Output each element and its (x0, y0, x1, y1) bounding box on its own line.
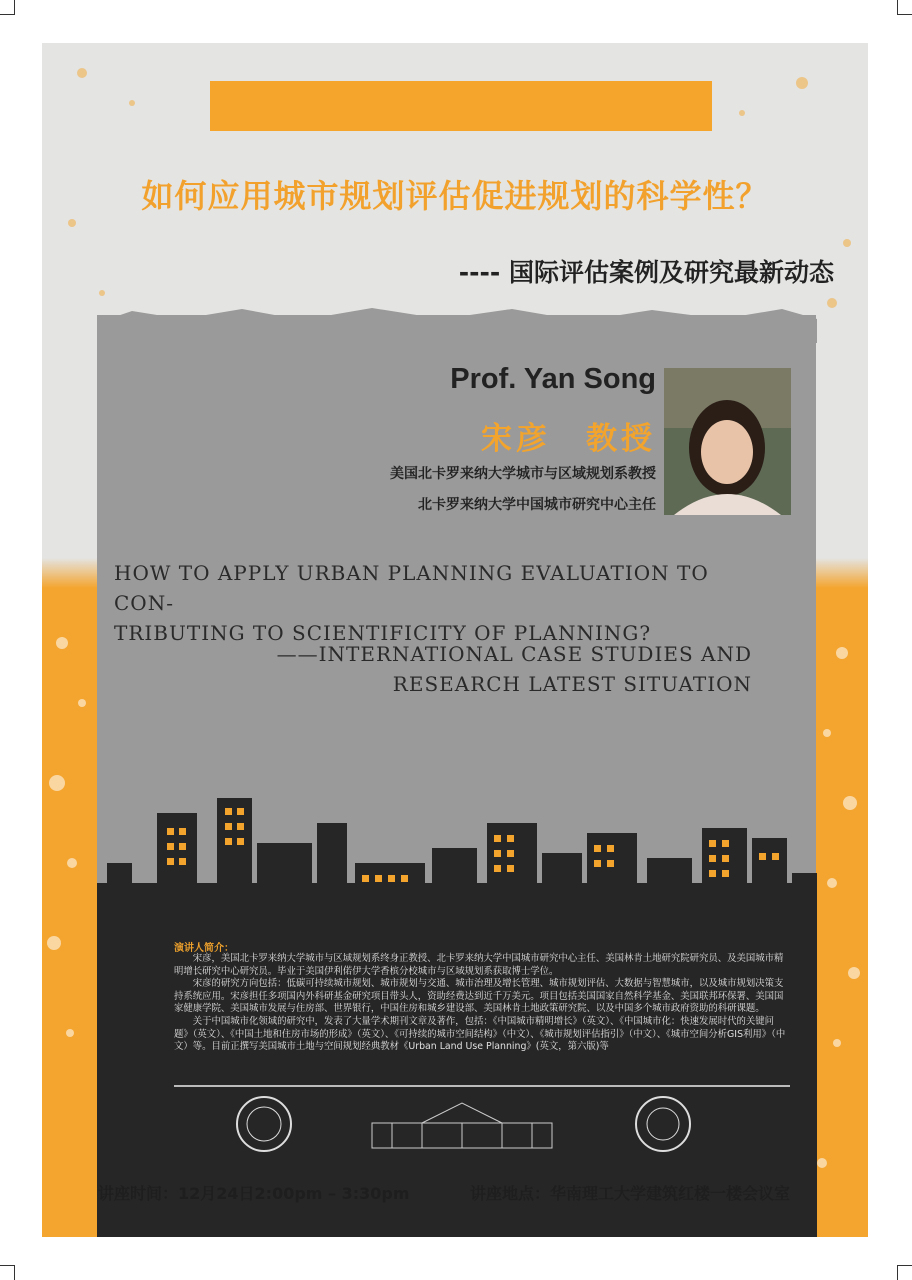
crop-mark-top-left (0, 0, 15, 15)
university-seal-logo-left (232, 1093, 352, 1155)
bio-text (174, 953, 788, 1054)
speaker-affiliation-1: 美国北卡罗来纳大学城市与区域规划系教授 (390, 466, 656, 482)
bio-paragraph-2: 宋彦的研究方向包括：低碳可持续城市规划、城市规划与交通、城市治理及增长管理、城市规划评估、大数据与智慧城市，以及城市规划决策支持系统应用。宋彦担任多项国内外科研基金研究项目带头人，资助经费达到近千万美元。项目包括美国国家自然科学基金、美国联邦环保署、美国国家健康学院、美国城市发展与住房部、世界银行，中国住房和城乡建设部、美国林肯土地政策研究院、以及中国多个城市政府资助的科研课题。 (174, 978, 784, 1015)
poster (42, 43, 868, 1237)
crop-mark-bottom-left (0, 1265, 15, 1280)
topic-line-3: ——INTERNATIONAL CASE STUDIES AND (276, 642, 752, 666)
speaker-affiliation-2: 北卡罗来纳大学中国城市研究中心主任 (418, 497, 656, 513)
bio-paragraph-1: 宋彦，美国北卡罗来纳大学城市与区域规划系终身正教授、北卡罗来纳大学中国城市研究中心主任、美国林肯土地研究院研究员、及美国城市精明增长研究中心研究员。毕业于美国伊利偌伊大学香槟分校城市与区域规划系获取博士学位。 (174, 953, 784, 977)
bio-heading: 演讲人简介： (174, 943, 234, 954)
crop-mark-bottom-right (897, 1265, 912, 1280)
speaker-name-chinese: 宋彦 教授 (481, 421, 656, 457)
title-chinese: 如何应用城市规划评估促进规划的科学性？ (141, 177, 769, 215)
city-skyline-illustration (97, 783, 817, 943)
bio-paragraph-3: 关于中国城市化领域的研究中，发表了大量学术期刊文章及著作，包括：《中国城市精明增长》（英文）、《中国城市化：快速发展时代的关键问题》（英文）、《中国土地和住房市场的形成》（英文）、《可持续的城市空间结构》（中文）、《城市规划评估指引》（中文）、《城市空间分析GIS利用》（中文）等。目前正撰写美国城市土地与空间规划经典教材《Urban Land Use Planning》(英文，第六版)等 (174, 1015, 786, 1053)
university-seal-logo-right (630, 1093, 700, 1155)
topic-line-4: RESEARCH LATEST SITUATION (392, 672, 752, 696)
speaker-photo (664, 368, 791, 515)
speaker-name-english: Prof. Yan Song (450, 363, 656, 395)
subtitle-chinese: ---- 国际评估案例及研究最新动态 (458, 258, 834, 287)
lecture-time: 讲座时间：12月24日2:00pm – 3:30pm (98, 1184, 410, 1203)
lecture-venue: 讲座地点：华南理工大学建筑红楼一楼会议室 (470, 1184, 791, 1203)
divider-line (174, 1085, 790, 1087)
top-banner (210, 81, 712, 131)
crop-mark-top-right (897, 0, 912, 15)
topic-english-sub (277, 639, 752, 699)
topic-english (114, 558, 774, 648)
building-illustration (362, 1098, 562, 1153)
topic-line-1: HOW TO APPLY URBAN PLANNING EVALUATION TO CON- (114, 561, 709, 615)
topic-line-2: TRIBUTING TO SCIENTIFICITY OF PLANNING? (114, 621, 652, 645)
